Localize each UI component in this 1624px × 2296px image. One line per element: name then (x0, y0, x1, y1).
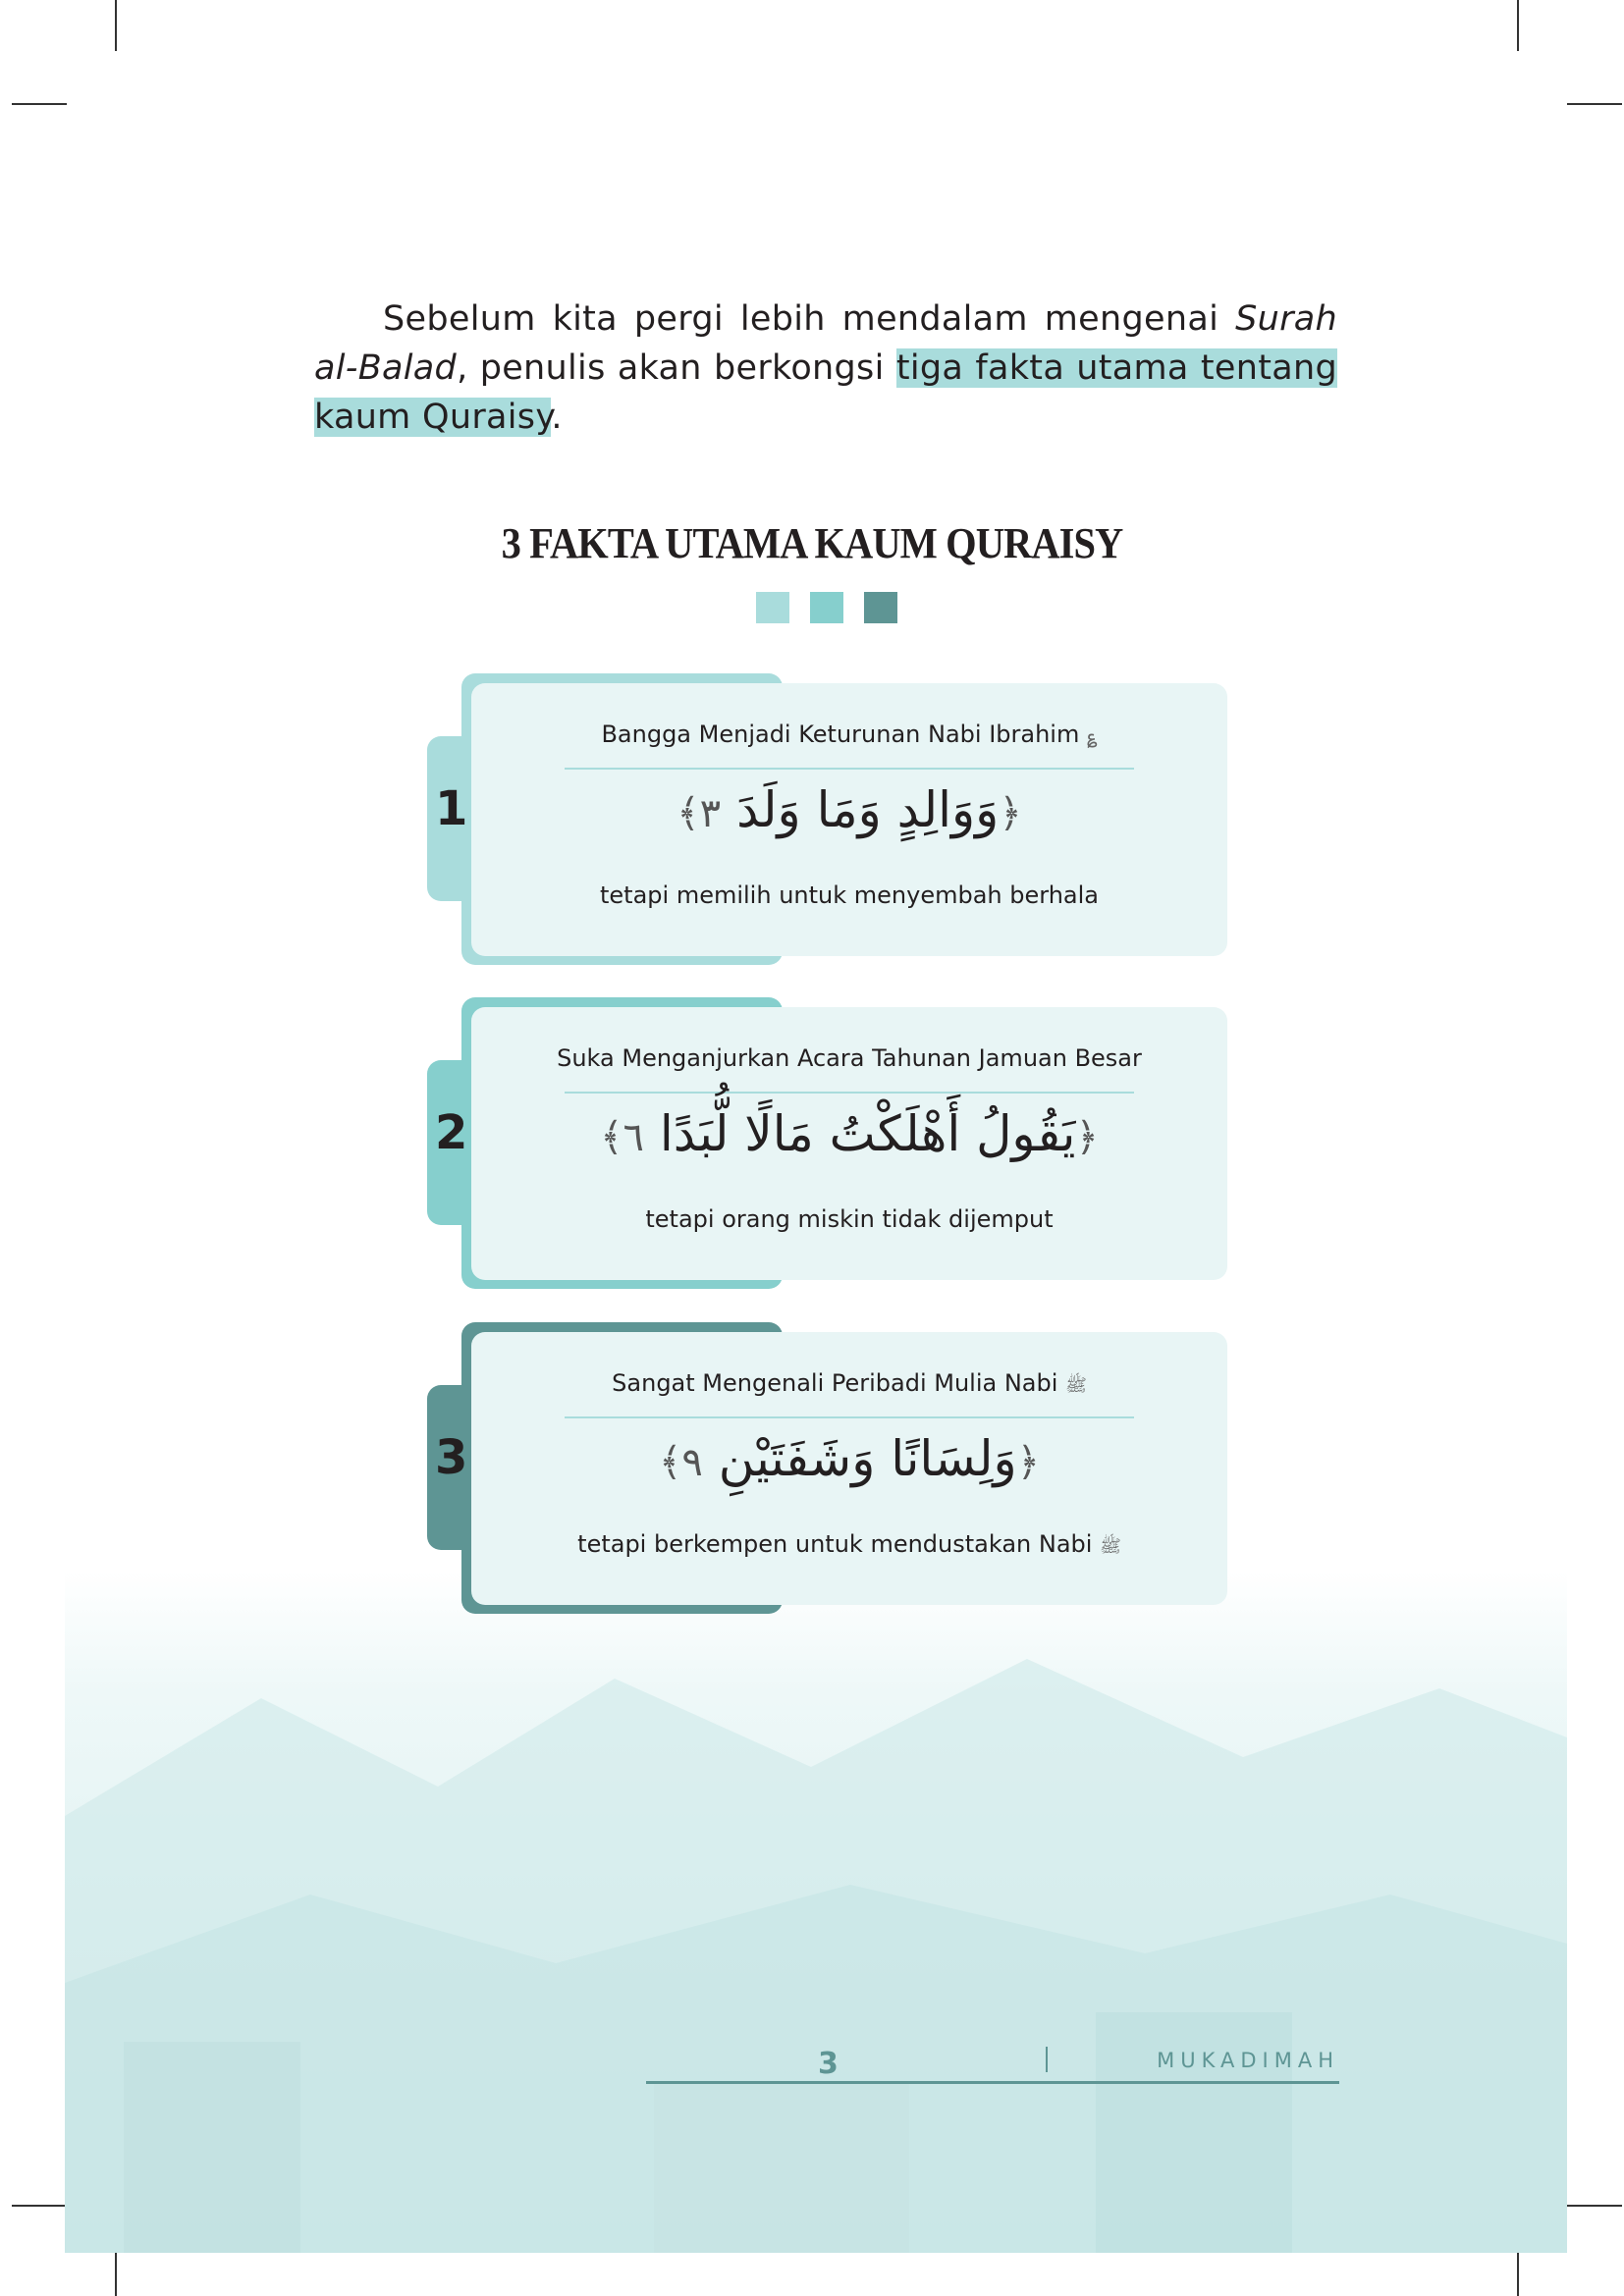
ornament-bracket-icon: ﴾ (677, 791, 700, 836)
divider (565, 1092, 1134, 1094)
intro-paragraph (314, 294, 1337, 442)
honorific-icon: ﷺ (1100, 1536, 1121, 1557)
fact-heading (471, 721, 1227, 748)
text: . (551, 398, 563, 437)
verse-text: يَقُولُ أَهْلَكْتُ مَالًا لُّبَدًا (659, 1105, 1076, 1162)
card-body (471, 1332, 1227, 1605)
card-body (471, 683, 1227, 956)
surah-name: Surah al-Balad (314, 299, 1337, 388)
fact-card (427, 997, 1227, 1292)
honorific-icon: ؏ (1086, 726, 1098, 747)
quran-verse (471, 1430, 1227, 1487)
highlighted-text: tiga fakta utama tentang kaum Quraisy (314, 348, 1338, 437)
heading-text: Sangat Mengenali Peribadi Mulia Nabi (612, 1369, 1058, 1397)
fact-number: 2 (435, 1105, 468, 1160)
page-footer (646, 2047, 1339, 2084)
page-number: 3 (818, 2047, 839, 2081)
ornament-bracket-icon: ﴾ (658, 1440, 682, 1485)
crop-mark (12, 103, 67, 105)
ornament-bracket-icon: ﴿ (999, 791, 1022, 836)
crop-mark (115, 2248, 117, 2296)
verse-number: ٣ (699, 791, 722, 836)
ornament-bracket-icon: ﴾ (600, 1115, 623, 1160)
text: Sebelum kita pergi lebih mendalam mengenai (383, 299, 1236, 339)
crop-mark (1517, 2248, 1519, 2296)
quran-verse (471, 781, 1227, 838)
ornament-bracket-icon: ﴿ (1075, 1115, 1099, 1160)
fact-number: 1 (435, 781, 468, 836)
verse-number: ٦ (623, 1115, 644, 1160)
verse-number: ٩ (681, 1440, 703, 1485)
crop-mark (1567, 103, 1622, 105)
crop-mark (1517, 0, 1519, 51)
section-title: 3 FAKTA UTAMA KAUM QURAISY (501, 519, 1123, 567)
ornament-bracket-icon: ﴿ (1016, 1440, 1041, 1485)
divider (565, 768, 1134, 770)
decor-square (810, 592, 843, 623)
crop-mark (12, 2205, 67, 2207)
decor-square (756, 592, 789, 623)
fact-card (427, 673, 1227, 968)
fact-caption (471, 1205, 1227, 1233)
fact-number: 3 (435, 1430, 468, 1485)
crop-mark (115, 0, 117, 51)
section-name: MUKADIMAH (1157, 2049, 1339, 2072)
heading-text: Bangga Menjadi Keturunan Nabi Ibrahim (601, 721, 1080, 748)
crop-mark (1567, 2205, 1622, 2207)
fact-caption (471, 881, 1227, 909)
quran-verse (471, 1105, 1227, 1162)
verse-text: وَوَالِدٍ وَمَا وَلَدَ (736, 781, 1000, 838)
fact-heading (471, 1369, 1227, 1400)
background-landscape-image (65, 1571, 1567, 2253)
caption-text: tetapi berkempen untuk mendustakan Nabi (577, 1530, 1093, 1558)
fact-caption (471, 1530, 1227, 1561)
fact-heading (471, 1044, 1227, 1072)
caption-text: tetapi orang miskin tidak dijemput (645, 1205, 1054, 1233)
honorific-icon: ﷺ (1065, 1375, 1087, 1396)
heading-text: Suka Menganjurkan Acara Tahunan Jamuan Besar (557, 1044, 1142, 1072)
divider (1046, 2047, 1048, 2072)
divider (565, 1416, 1134, 1418)
decor-square (864, 592, 897, 623)
verse-text: وَلِسَانًا وَشَفَتَيْنِ (718, 1430, 1017, 1487)
card-body (471, 1007, 1227, 1280)
caption-text: tetapi memilih untuk menyembah berhala (600, 881, 1099, 909)
fact-card (427, 1322, 1227, 1617)
text: , penulis akan berkongsi (457, 348, 896, 388)
